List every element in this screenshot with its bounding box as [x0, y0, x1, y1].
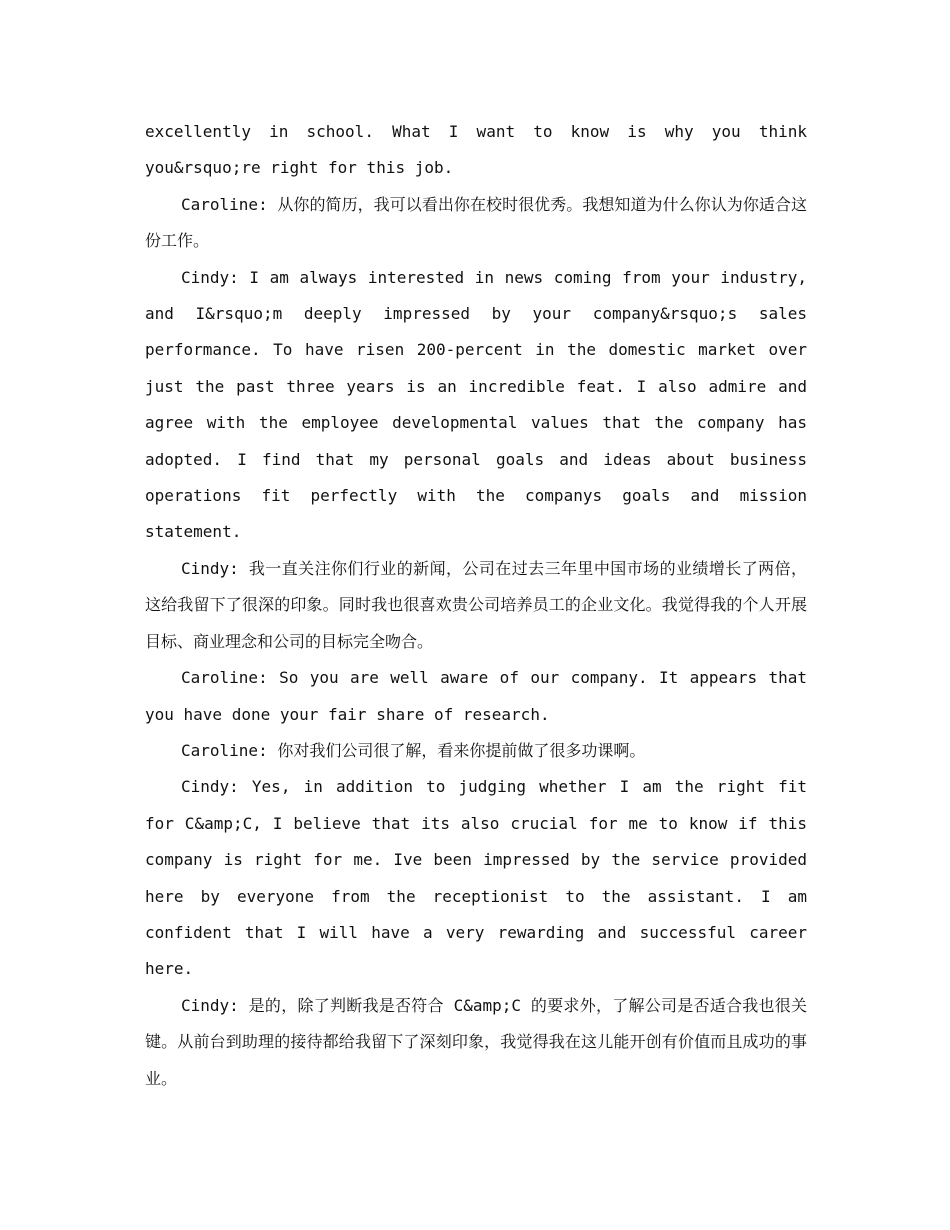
paragraph-caroline-english-2: Caroline: So you are well aware of our company. It appears that you have done your fair share of research.: [145, 668, 807, 724]
paragraph-cindy-chinese-2: Cindy: 是的，除了判断我是否符合 C&amp;C 的要求外，了解公司是否适合我也很关键。从前台到助理的接待都给我留下了深刻印象，我觉得我在这儿能开创有价值而且成功的事业。: [145, 995, 807, 1088]
paragraph-cindy-english-1: Cindy: I am always interested in news coming from your industry, and I&rsquo;m deeply impressed by your company&rsquo;s sales performance. To have risen 200-percent in the domestic market over just the past three years is an incredible feat. I also admire and agree with the employee developmental values that the company has adopted. I find that my personal goals and ideas about business operations fit perfectly with the companys goals and mission statement.: [145, 267, 807, 542]
paragraph-cindy-english-2: Cindy: Yes, in addition to judging whether I am the right fit for C&amp;C, I believe that its also crucial for me to know if this company is right for me. Ive been impressed by the service provided here by everyone from the receptionist to the assistant. I am confident that I will have a very rewarding and successful career here.: [145, 777, 807, 979]
paragraph-interviewer-question-end: excellently in school. What I want to know is why you think you&rsquo;re right for this job.: [145, 122, 807, 178]
document-body: [145, 114, 807, 1097]
paragraph-cindy-chinese-1: Cindy: 我一直关注你们行业的新闻，公司在过去三年里中国市场的业绩增长了两倍，这给我留下了很深的印象。同时我也很喜欢贵公司培养员工的企业文化。我觉得我的个人开展目标、商业理念和公司的目标完全吻合。: [145, 558, 807, 651]
paragraph-caroline-chinese-2: Caroline: 你对我们公司很了解，看来你提前做了很多功课啊。: [181, 740, 646, 760]
paragraph-caroline-chinese-1: Caroline: 从你的简历，我可以看出你在校时很优秀。我想知道为什么你认为你适合这份工作。: [145, 194, 807, 251]
